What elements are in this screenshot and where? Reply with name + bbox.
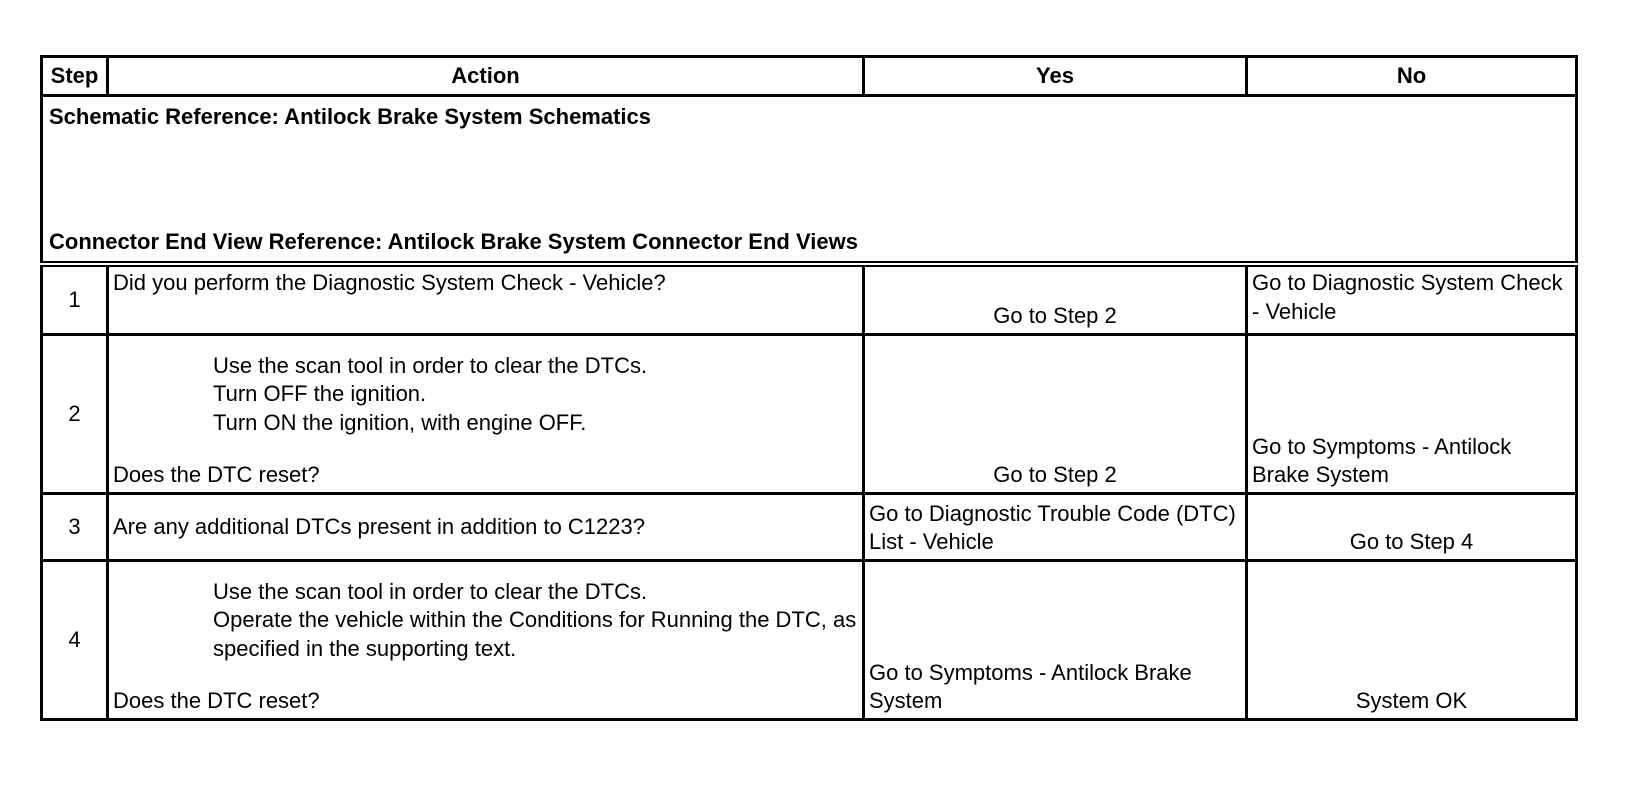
action-cell (108, 561, 864, 720)
step-number: 4 (42, 561, 108, 720)
action-sub-steps (113, 352, 858, 438)
header-no: No (1247, 57, 1577, 96)
no-result: Go to Diagnostic System Check - Vehicle (1247, 264, 1577, 335)
table-row (42, 264, 1577, 335)
action-sub-step: Use the scan tool in order to clear the DTCs. (213, 352, 648, 378)
yes-result: Go to Diagnostic Trouble Code (DTC) List - Vehicle (864, 494, 1247, 561)
diagnostic-table (40, 55, 1578, 721)
action-question: Does the DTC reset? (113, 688, 320, 714)
header-action: Action (108, 57, 864, 96)
no-result: Go to Step 4 (1247, 494, 1577, 561)
action-sub-steps (113, 578, 858, 664)
step-number: 3 (42, 494, 108, 561)
no-result: System OK (1247, 561, 1577, 720)
action-question: Are any additional DTCs present in addition to C1223? (108, 494, 864, 561)
yes-result: Go to Symptoms - Antilock Brake System (864, 561, 1247, 720)
table-row (42, 561, 1577, 720)
step-number: 1 (42, 264, 108, 335)
connector-reference: Connector End View Reference: Antilock Brake System Connector End Views (49, 229, 858, 255)
no-result: Go to Symptoms - Antilock Brake System (1247, 335, 1577, 494)
schematic-reference: Schematic Reference: Antilock Brake System Schematics (49, 104, 652, 129)
step-number: 2 (42, 335, 108, 494)
yes-result: Go to Step 2 (864, 335, 1247, 494)
action-question: Does the DTC reset? (113, 462, 320, 488)
action-sub-step: Operate the vehicle within the Conditions for Running the DTC, as specified in the supporting text. (213, 607, 857, 661)
action-sub-step: Turn ON the ignition, with engine OFF. (213, 409, 587, 435)
table-row (42, 494, 1577, 561)
action-question: Did you perform the Diagnostic System Check - Vehicle? (108, 264, 864, 335)
table-row (42, 335, 1577, 494)
action-sub-step: Turn OFF the ignition. (213, 381, 427, 407)
header-yes: Yes (864, 57, 1247, 96)
action-cell (108, 335, 864, 494)
header-row (42, 57, 1577, 96)
reference-row (42, 96, 1577, 265)
reference-cell (42, 96, 1577, 265)
header-step: Step (42, 57, 108, 96)
yes-result: Go to Step 2 (864, 264, 1247, 335)
action-sub-step: Use the scan tool in order to clear the DTCs. (213, 578, 648, 604)
